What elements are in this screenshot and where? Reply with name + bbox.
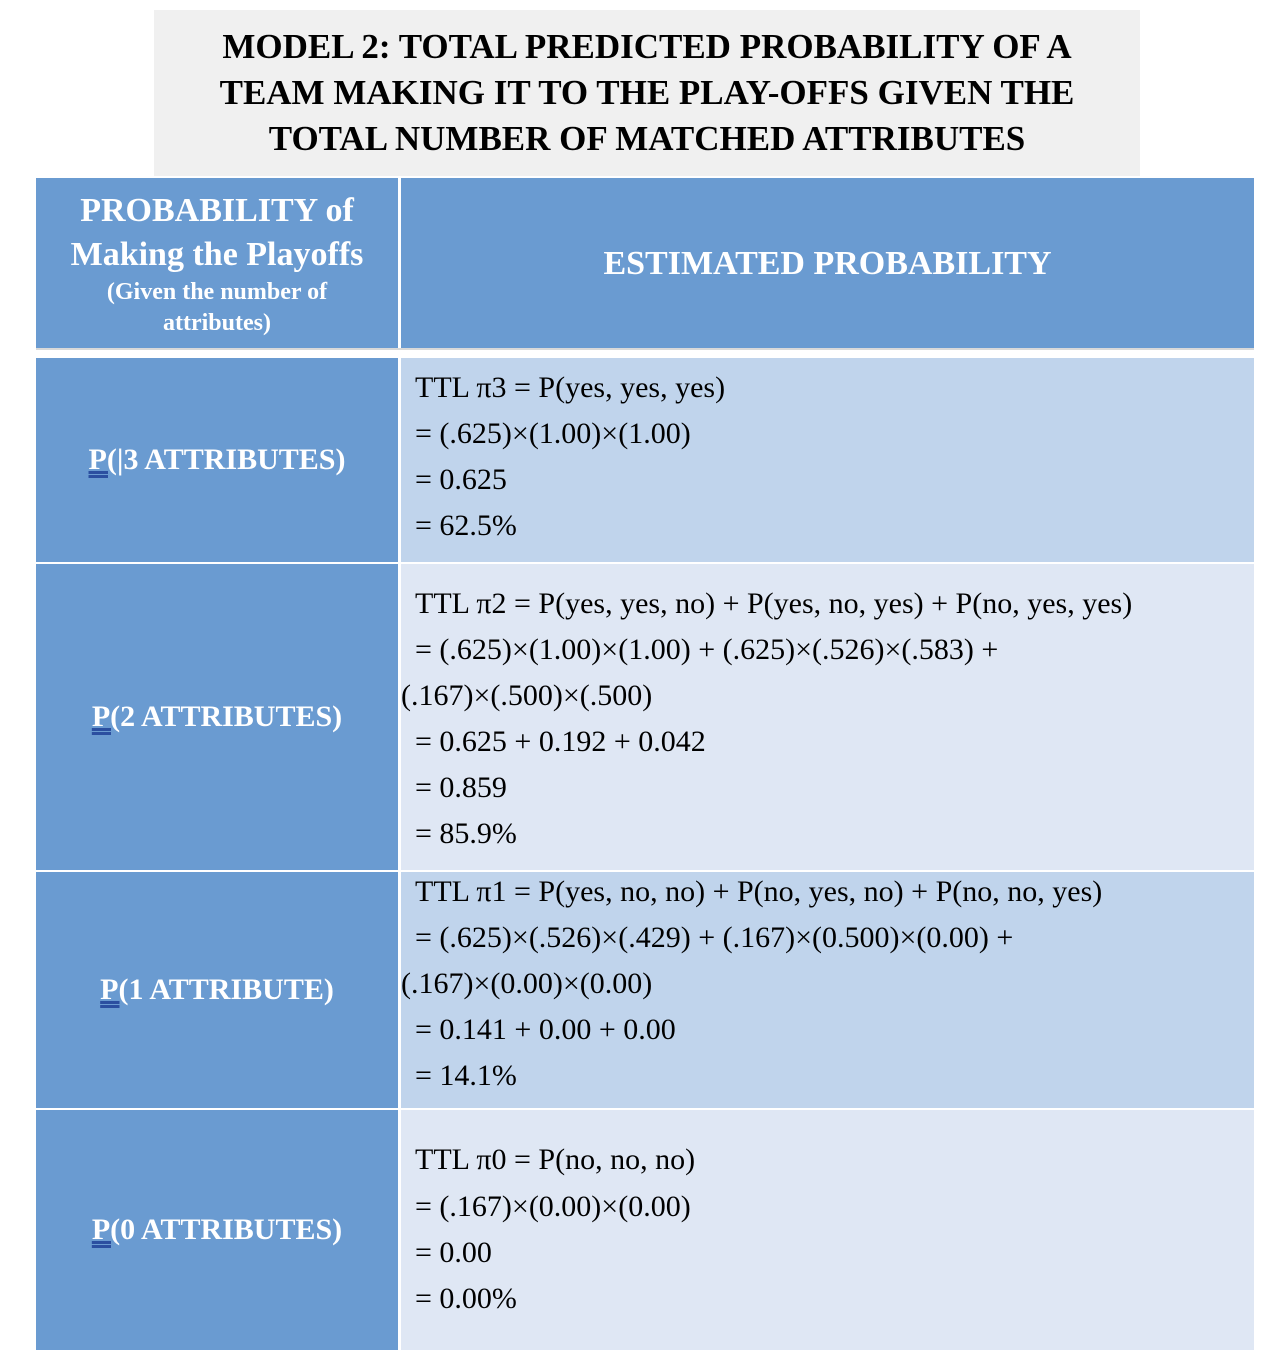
row-label-text: 0 ATTRIBUTES) (120, 1213, 343, 1246)
estimate-line: = 0.141 + 0.00 + 0.00 (415, 1013, 676, 1046)
row-estimate-cell (401, 872, 1254, 1108)
table-row (36, 358, 1254, 562)
header-divider (36, 348, 1254, 354)
estimate-line: = (.625)×(.526)×(.429) + (.167)×(0.500)×(0.00) + (415, 921, 1014, 954)
estimate-line: = 62.5% (415, 509, 517, 542)
title-line-2: TEAM MAKING IT TO THE PLAY-OFFS GIVEN THE (219, 73, 1075, 112)
row-label-cell (36, 1110, 398, 1350)
estimate-line: = 14.1% (415, 1059, 517, 1092)
estimate-line: = (.625)×(1.00)×(1.00) (415, 417, 691, 450)
title-line-3: TOTAL NUMBER OF MATCHED ATTRIBUTES (268, 119, 1026, 158)
row-label-prefix: P( (91, 700, 121, 733)
table-row (36, 872, 1254, 1108)
row-label-text: 1 ATTRIBUTE) (128, 973, 334, 1006)
estimate-line: (.167)×(.500)×(.500) (401, 679, 653, 712)
row-estimate-cell (401, 1110, 1254, 1350)
table-row (36, 564, 1254, 870)
header-probability-sub2: attributes) (163, 310, 271, 336)
probability-table (36, 176, 1254, 1315)
row-label-prefix: P( (100, 973, 129, 1006)
header-probability-line1: PROBABILITY of (80, 192, 354, 229)
title-box (154, 10, 1140, 176)
header-probability-line2: Making the Playoffs (70, 236, 364, 273)
table-row (36, 1110, 1254, 1350)
estimate-line: = 0.00 (415, 1236, 492, 1269)
estimate-line: = (.625)×(1.00)×(1.00) + (.625)×(.526)×(.583) + (415, 633, 999, 666)
header-estimated-cell (401, 178, 1254, 350)
row-label-cell (36, 872, 398, 1108)
table-header-row (36, 176, 1254, 352)
estimate-line: = 0.00% (415, 1282, 517, 1315)
header-probability-cell (36, 178, 398, 350)
header-probability-sub1: (Given the number of (106, 279, 328, 305)
estimate-line: TTL π0 = P(no, no, no) (415, 1143, 696, 1176)
estimate-line: = 0.859 (415, 771, 507, 804)
row-label-prefix: P( (91, 1213, 121, 1246)
title-line-1: MODEL 2: TOTAL PREDICTED PROBABILITY OF A (222, 27, 1072, 66)
row-label-prefix: P( (88, 443, 117, 476)
row-label-text: |3 ATTRIBUTES) (116, 443, 346, 476)
estimate-line: = 0.625 (415, 463, 507, 496)
row-label-cell (36, 358, 398, 562)
row-estimate-cell (401, 564, 1254, 870)
estimate-line: = (.167)×(0.00)×(0.00) (415, 1190, 691, 1223)
estimate-line: TTL π2 = P(yes, yes, no) + P(yes, no, yes) + P(no, yes, yes) (415, 587, 1133, 620)
row-estimate-cell (401, 358, 1254, 562)
row-label-cell (36, 564, 398, 870)
estimate-line: TTL π3 = P(yes, yes, yes) (415, 371, 726, 404)
estimate-line: (.167)×(0.00)×(0.00) (401, 967, 653, 1000)
estimate-line: TTL π1 = P(yes, no, no) + P(no, yes, no) + P(no, no, yes) (415, 875, 1103, 908)
estimate-line: = 85.9% (415, 817, 517, 850)
estimate-line: = 0.625 + 0.192 + 0.042 (415, 725, 706, 758)
row-label-text: 2 ATTRIBUTES) (120, 700, 343, 733)
header-estimated-label: ESTIMATED PROBABILITY (603, 245, 1052, 282)
